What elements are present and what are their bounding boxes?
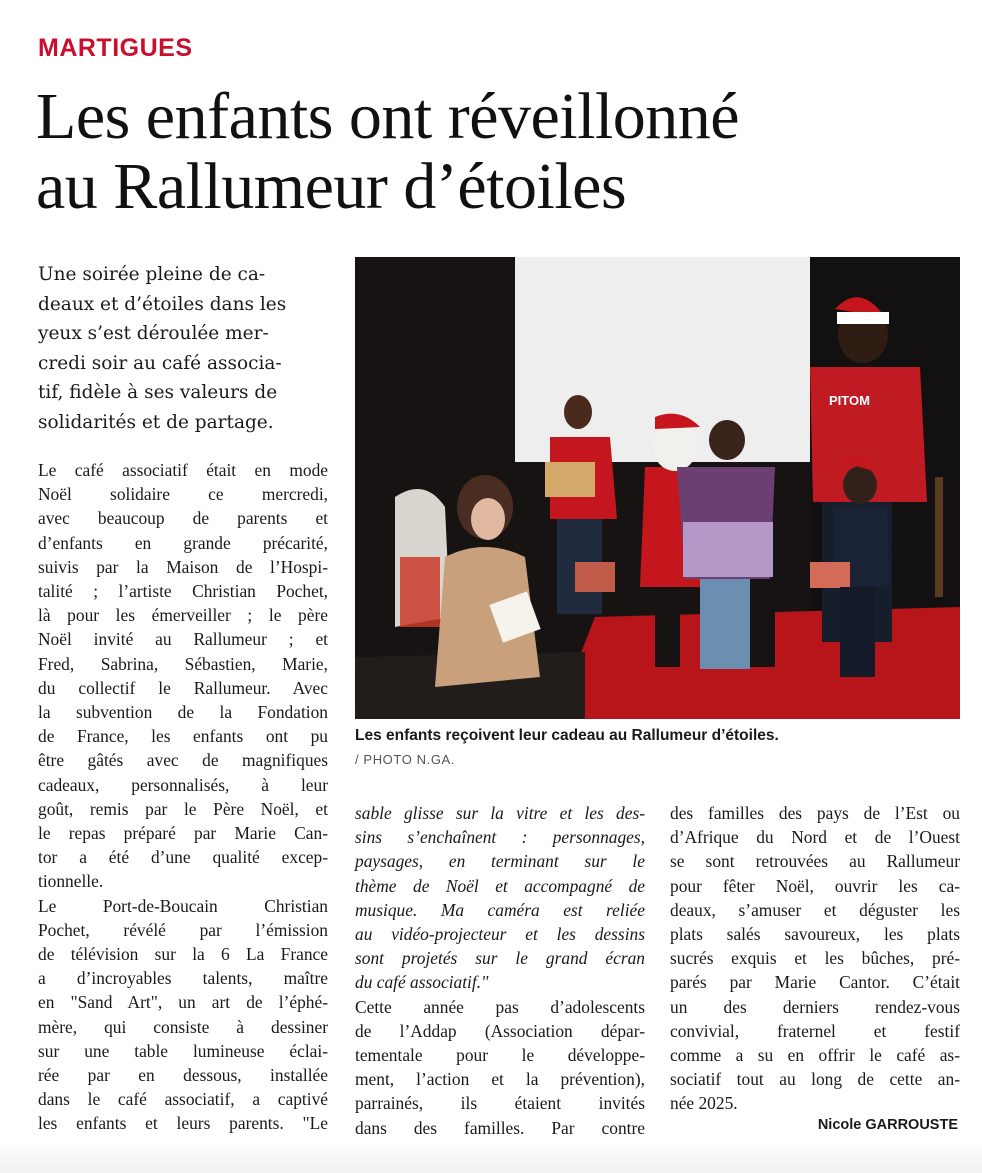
body-line: née 2025.	[670, 1093, 738, 1114]
body-line: cadeaux, personnalisés, à leur	[38, 774, 328, 795]
body-line: la subvention de la Fondation	[38, 702, 328, 723]
article-photo	[355, 257, 960, 719]
body-line: du café associatif."	[355, 972, 489, 993]
section-label: MARTIGUES	[38, 34, 193, 62]
lede-line: tif, fidèle à ses valeurs de	[38, 382, 278, 403]
body-line: parrainés, ils étaient invités	[355, 1093, 645, 1114]
body-line: tor a été d’une qualité excep-	[38, 847, 328, 868]
body-line: goût, remis par le Père Noël, et	[38, 798, 328, 819]
body-line: un des derniers rendez-vous	[670, 996, 960, 1017]
author-byline: Nicole GARROUSTE	[817, 1117, 958, 1133]
body-line: les enfants et leurs parents. "Le	[38, 1113, 328, 1134]
body-line: se sont retrouvées au Rallumeur	[670, 851, 960, 872]
body-line: deaux, s’amuser et déguster les	[670, 899, 960, 920]
lede-line: yeux s’est déroulée mer-	[38, 323, 269, 344]
body-line: Le café associatif était en mode	[38, 460, 328, 480]
headline-line: au Rallumeur d’étoiles	[36, 150, 627, 223]
body-line: le repas préparé par Marie Can-	[38, 823, 328, 844]
lede-line: solidarités et de partage.	[38, 411, 274, 433]
body-line: comme a su en offrir le café as-	[670, 1045, 960, 1066]
headline-line: Les enfants ont réveillonné	[36, 80, 740, 153]
body-line: dans des familles. Par contre	[355, 1117, 645, 1138]
bottom-fade	[0, 1140, 982, 1173]
body-line: mère, qui consiste à dessiner	[38, 1016, 328, 1037]
body-line: là pour les émerveiller ; le père	[38, 605, 328, 626]
sweatshirt-text: PITOM	[829, 393, 870, 408]
body-line: Pochet, révélé par l’émission	[38, 919, 328, 940]
lede-line: Une soirée pleine de ca-	[38, 264, 266, 285]
body-line: sociatif tout au long de cette an-	[670, 1069, 960, 1090]
body-line: a d’incroyables talents, maître	[38, 968, 328, 989]
body-line: d’enfants en grande précarité,	[38, 532, 328, 553]
body-line: Le Port-de-Boucain Christian	[38, 895, 328, 916]
body-line: sont projetés sur le grand écran	[355, 948, 645, 969]
body-line: suivis par la Maison de l’Hospi-	[38, 556, 328, 577]
body-line: thème de Noël et accompagné de	[355, 875, 645, 896]
body-line: de télévision sur la 6 La France	[38, 944, 328, 965]
body-line: parés par Marie Cantor. C’était	[670, 972, 960, 993]
body-line: tementale pour le développe-	[355, 1045, 645, 1066]
photo-caption: Les enfants reçoivent leur cadeau au Rallumeur d’étoiles.	[355, 727, 779, 744]
body-line: ment, l’action et la prévention),	[355, 1069, 645, 1090]
body-line: de l’Addap (Association dépar-	[355, 1020, 645, 1041]
article-column-3	[670, 801, 960, 1116]
body-line: être gâtés avec de magnifiques	[38, 750, 328, 771]
body-line: sucrés exquis et les bûches, pré-	[670, 948, 960, 969]
article-headline	[36, 82, 956, 222]
body-line: convivial, fraternel et festif	[670, 1020, 960, 1041]
body-line: Noël solidaire ce mercredi,	[38, 484, 328, 505]
body-line: dans le café associatif, a captivé	[38, 1089, 328, 1110]
body-line: Fred, Sabrina, Sébastien, Marie,	[38, 653, 328, 674]
body-line: au vidéo-projecteur et les dessins	[355, 924, 645, 945]
body-line: Cette année pas d’adolescents	[355, 996, 645, 1017]
lede-line: deaux et d’étoiles dans les	[38, 293, 287, 315]
body-line: du collectif le Rallumeur. Avec	[38, 677, 328, 698]
article-column-1	[38, 458, 328, 1136]
body-line: talité ; l’artiste Christian Pochet,	[38, 581, 328, 602]
body-line: en "Sand Art", un art de l’éphé-	[38, 992, 328, 1013]
body-line: paysages, en terminant sur le	[355, 851, 645, 872]
body-line: plats salés savoureux, les plats	[670, 924, 960, 945]
body-line: tionnelle.	[38, 871, 104, 892]
body-line: rée par en dessous, installée	[38, 1065, 328, 1086]
lede-line: credi soir au café associa-	[38, 352, 282, 374]
body-line: avec beaucoup de parents et	[38, 508, 328, 529]
body-line: Noël invité au Rallumeur ; et	[38, 629, 328, 650]
body-line: pour fêter Noël, ouvrir les ca-	[670, 875, 960, 896]
body-line: des familles des pays de l’Est ou	[670, 803, 960, 823]
body-line: sable glisse sur la vitre et les des-	[355, 803, 645, 823]
body-line: d’Afrique du Nord et de l’Ouest	[670, 827, 960, 848]
body-line: sins s’enchaînent : personnages,	[355, 827, 645, 848]
photo-illustration	[355, 257, 960, 719]
photo-credit: / PHOTO N.GA.	[355, 752, 456, 767]
article-lede	[38, 260, 338, 437]
body-line: musique. Ma caméra est reliée	[355, 899, 645, 920]
body-line: sur une table lumineuse éclai-	[38, 1040, 328, 1061]
body-line: de France, les enfants ont pu	[38, 726, 328, 747]
article-column-2	[355, 801, 645, 1140]
